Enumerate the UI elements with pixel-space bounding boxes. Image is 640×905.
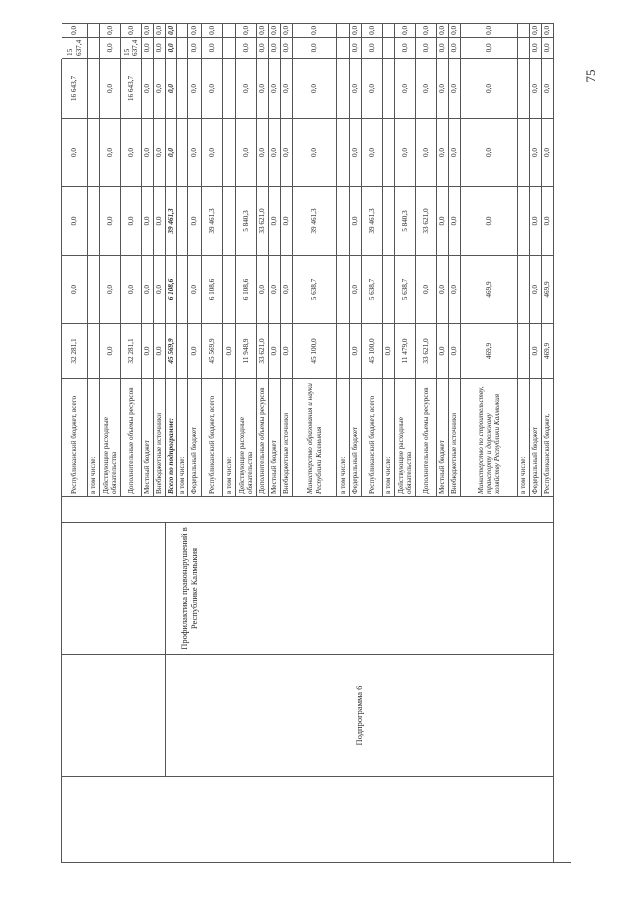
value-cell: 0,0 (188, 37, 202, 58)
value-cell: 0,0 (461, 23, 518, 37)
value-cell (337, 186, 350, 255)
value-cell: 0,0 (530, 323, 542, 378)
row-label: Внебюджетные источники (281, 378, 293, 496)
row-label: Республиканский бюджет, всего (62, 378, 88, 496)
value-cell: 0,0 (281, 23, 293, 37)
row-label: Министерство по строительству, транспорту и дорожному хозяйству Республики Калмыкия (461, 378, 518, 496)
value-cell: 0,0 (449, 255, 461, 323)
row-label: Дополнительные объемы ресурсов (257, 378, 269, 496)
value-cell (337, 118, 350, 186)
value-cell: 0,0 (395, 23, 416, 37)
value-cell: 0,0 (416, 255, 437, 323)
value-cell: 469,9 (461, 323, 518, 378)
value-cell: 0,0 (281, 255, 293, 323)
value-cell: 0,0 (281, 323, 293, 378)
value-cell: 0,0 (542, 186, 554, 255)
value-cell (337, 23, 350, 37)
row-label: Действующие расходные обязательства (395, 378, 416, 496)
value-cell: 0,0 (461, 58, 518, 118)
value-cell: 0,0 (530, 186, 542, 255)
row-label: Федеральный бюджет (188, 378, 202, 496)
value-cell (223, 58, 236, 118)
value-cell: 0,0 (100, 118, 121, 186)
value-cell: 0,0 (281, 118, 293, 186)
value-cell (177, 118, 188, 186)
value-cell: 45 100,0 (362, 323, 383, 378)
value-cell: 39 461,3 (202, 186, 223, 255)
value-cell: 33 621,0 (416, 323, 437, 378)
value-cell (177, 323, 188, 378)
value-cell: 0,0 (188, 58, 202, 118)
value-cell (88, 23, 100, 37)
value-cell: 0,0 (166, 23, 177, 37)
value-cell: 0,0 (121, 118, 142, 186)
value-cell (223, 23, 236, 37)
row-label: в том числе: (223, 378, 236, 496)
value-cell: 0,0 (362, 37, 383, 58)
row-label: Местный бюджет (269, 378, 281, 496)
value-cell (88, 323, 100, 378)
value-cell: 469,9 (461, 255, 518, 323)
value-cell (177, 255, 188, 323)
value-cell: 0,0 (236, 58, 257, 118)
value-cell: 45 569,9 (202, 323, 223, 378)
value-cell (518, 255, 530, 323)
value-cell (383, 23, 395, 37)
value-cell: 0,0 (100, 255, 121, 323)
value-cell: 0,0 (362, 58, 383, 118)
value-cell: 15 637,4 (121, 37, 142, 58)
value-cell: 0,0 (188, 323, 202, 378)
value-cell: 0,0 (188, 118, 202, 186)
value-cell: 0,0 (437, 58, 449, 118)
value-cell (337, 37, 350, 58)
value-cell: 6 108,6 (166, 255, 177, 323)
value-cell (337, 58, 350, 118)
row-label: Действующие расходные обязательства (236, 378, 257, 496)
value-cell: 0,0 (281, 37, 293, 58)
row-label: Федеральный бюджет (530, 378, 542, 496)
value-cell: 0,0 (100, 323, 121, 378)
value-cell: 0,0 (530, 118, 542, 186)
value-cell: 0,0 (437, 323, 449, 378)
value-cell: 0,0 (449, 37, 461, 58)
value-cell (383, 118, 395, 186)
value-cell: 0,0 (154, 118, 166, 186)
value-cell: 0,0 (350, 323, 362, 378)
row-label: Министерство образования и науки Республики Калмыкия (293, 378, 337, 496)
value-cell: 0,0 (154, 255, 166, 323)
value-cell: 45 100,0 (293, 323, 337, 378)
value-cell: 0,0 (121, 255, 142, 323)
value-cell: 0,0 (269, 118, 281, 186)
value-cell: 0,0 (395, 37, 416, 58)
value-cell (518, 118, 530, 186)
value-cell: 469,9 (542, 255, 554, 323)
value-cell: 0,0 (257, 118, 269, 186)
value-cell: 0,0 (166, 58, 177, 118)
value-cell: 0,0 (62, 255, 88, 323)
value-cell: 0,0 (202, 118, 223, 186)
value-cell: 11 479,0 (395, 323, 416, 378)
value-cell: 0,0 (461, 37, 518, 58)
row-label: в том числе: (383, 378, 395, 496)
row-label: Республиканский бюджет, (542, 378, 554, 496)
row-label: в том числе: (518, 378, 530, 496)
value-cell: 0,0 (62, 23, 88, 37)
value-cell: 0,0 (188, 23, 202, 37)
value-cell: 0,0 (530, 23, 542, 37)
value-cell: 0,0 (395, 58, 416, 118)
value-cell: 469,9 (542, 323, 554, 378)
value-cell: 0,0 (530, 58, 542, 118)
value-cell: 0,0 (188, 255, 202, 323)
value-cell: 0,0 (154, 323, 166, 378)
value-cell: 0,0 (236, 37, 257, 58)
value-cell: 0,0 (154, 37, 166, 58)
row-label: Местный бюджет (142, 378, 154, 496)
value-cell: 0,0 (383, 323, 395, 378)
value-cell: 0,0 (236, 118, 257, 186)
value-cell (177, 23, 188, 37)
value-cell: 0,0 (142, 37, 154, 58)
value-cell: 0,0 (449, 58, 461, 118)
value-cell (177, 186, 188, 255)
value-cell: 33 621,0 (257, 323, 269, 378)
value-cell: 0,0 (350, 23, 362, 37)
value-cell (518, 23, 530, 37)
value-cell: 0,0 (202, 23, 223, 37)
value-cell: 0,0 (293, 23, 337, 37)
value-cell: 0,0 (530, 37, 542, 58)
value-cell: 16 643,7 (121, 58, 142, 118)
row-label: Местный бюджет (437, 378, 449, 496)
value-cell (177, 37, 188, 58)
value-cell: 5 840,3 (395, 186, 416, 255)
value-cell: 0,0 (293, 58, 337, 118)
value-cell: 0,0 (121, 186, 142, 255)
value-cell (88, 58, 100, 118)
value-cell: 0,0 (461, 118, 518, 186)
value-cell: 0,0 (416, 118, 437, 186)
value-cell: 0,0 (542, 23, 554, 37)
row-label: Федеральный бюджет (350, 378, 362, 496)
value-cell: 39 461,3 (293, 186, 337, 255)
value-cell: 0,0 (121, 23, 142, 37)
value-cell: 0,0 (530, 255, 542, 323)
value-cell: 0,0 (202, 58, 223, 118)
value-cell: 0,0 (542, 37, 554, 58)
value-cell (223, 37, 236, 58)
program-title: Профилактика правонарушений в Республике Калмыкия (166, 522, 554, 654)
value-cell: 0,0 (416, 23, 437, 37)
budget-table (61, 25, 571, 863)
value-cell: 0,0 (154, 23, 166, 37)
value-cell: 0,0 (154, 58, 166, 118)
value-cell: 0,0 (100, 58, 121, 118)
value-cell: 0,0 (100, 23, 121, 37)
value-cell: 6 108,6 (202, 255, 223, 323)
value-cell (88, 186, 100, 255)
value-cell: 0,0 (142, 255, 154, 323)
row-label: Внебюджетные источники (154, 378, 166, 496)
value-cell (383, 58, 395, 118)
value-cell: 0,0 (293, 118, 337, 186)
value-cell: 0,0 (395, 118, 416, 186)
value-cell: 32 281,1 (62, 323, 88, 378)
value-cell: 0,0 (142, 186, 154, 255)
value-cell (88, 255, 100, 323)
value-cell: 0,0 (202, 37, 223, 58)
value-cell: 0,0 (449, 323, 461, 378)
value-cell: 0,0 (416, 37, 437, 58)
value-cell: 0,0 (350, 186, 362, 255)
value-cell: 0,0 (461, 186, 518, 255)
value-cell: 0,0 (416, 58, 437, 118)
page-number: 75 (583, 69, 598, 83)
value-cell: 0,0 (100, 37, 121, 58)
value-cell: 5 840,3 (236, 186, 257, 255)
value-cell: 0,0 (269, 58, 281, 118)
value-cell (177, 58, 188, 118)
row-label: в том числе: (337, 378, 350, 496)
value-cell: 0,0 (188, 186, 202, 255)
value-cell (88, 118, 100, 186)
row-label: Дополнительные объемы ресурсов (416, 378, 437, 496)
value-cell: 0,0 (269, 255, 281, 323)
value-cell: 0,0 (281, 58, 293, 118)
program-title-blank-top (62, 522, 166, 654)
value-cell: 33 621,0 (257, 186, 269, 255)
value-cell: 33 621,0 (416, 186, 437, 255)
row-label: Республиканский бюджет, всего (362, 378, 383, 496)
row-label: Дополнительные объемы ресурсов (121, 378, 142, 496)
value-cell: 0,0 (100, 186, 121, 255)
row-label: в том числе: (177, 378, 188, 496)
value-cell: 0,0 (269, 186, 281, 255)
value-cell: 0,0 (269, 37, 281, 58)
value-cell: 0,0 (437, 186, 449, 255)
value-cell (518, 186, 530, 255)
row-label: Действующие расходные обязательства (100, 378, 121, 496)
value-cell: 0,0 (362, 118, 383, 186)
value-cell (518, 58, 530, 118)
value-cell (223, 118, 236, 186)
value-cell: 0,0 (269, 23, 281, 37)
budget-table-rotated (61, 25, 571, 863)
value-cell: 6 108,6 (236, 255, 257, 323)
value-cell: 0,0 (142, 58, 154, 118)
value-cell: 0,0 (257, 58, 269, 118)
value-cell: 0,0 (223, 323, 236, 378)
row-label: в том числе: (88, 378, 100, 496)
value-cell (383, 37, 395, 58)
value-cell: 0,0 (350, 58, 362, 118)
value-cell: 0,0 (257, 37, 269, 58)
value-cell: 0,0 (269, 323, 281, 378)
value-cell: 0,0 (166, 118, 177, 186)
value-cell: 0,0 (449, 23, 461, 37)
value-cell: 0,0 (62, 118, 88, 186)
value-cell: 5 638,7 (395, 255, 416, 323)
value-cell: 32 281,1 (121, 323, 142, 378)
value-cell (223, 255, 236, 323)
value-cell (383, 186, 395, 255)
value-cell: 0,0 (142, 323, 154, 378)
value-cell: 0,0 (257, 255, 269, 323)
value-cell: 0,0 (437, 37, 449, 58)
value-cell: 0,0 (350, 118, 362, 186)
value-cell: 0,0 (257, 23, 269, 37)
value-cell: 0,0 (449, 118, 461, 186)
value-cell: 45 569,9 (166, 323, 177, 378)
row-label: Внебюджетные источники (449, 378, 461, 496)
value-cell: 0,0 (166, 37, 177, 58)
value-cell: 0,0 (350, 37, 362, 58)
value-cell: 0,0 (154, 186, 166, 255)
blank-spacer-column (62, 496, 554, 522)
program-label-blank-top (62, 654, 166, 776)
value-cell (223, 186, 236, 255)
left-blank-cell (62, 776, 554, 862)
value-cell: 0,0 (542, 118, 554, 186)
value-cell: 5 638,7 (362, 255, 383, 323)
value-cell: 0,0 (437, 118, 449, 186)
value-cell: 0,0 (236, 23, 257, 37)
value-cell (337, 323, 350, 378)
value-cell: 0,0 (437, 255, 449, 323)
value-cell (518, 37, 530, 58)
value-cell: 0,0 (449, 186, 461, 255)
value-cell: 5 638,7 (293, 255, 337, 323)
value-cell: 16 643,7 (62, 58, 88, 118)
value-cell: 0,0 (62, 186, 88, 255)
value-cell: 0,0 (142, 118, 154, 186)
value-cell: 0,0 (437, 23, 449, 37)
value-cell (88, 37, 100, 58)
value-cell: 0,0 (362, 23, 383, 37)
value-cell: 0,0 (281, 186, 293, 255)
value-cell (518, 323, 530, 378)
value-cell: 0,0 (350, 255, 362, 323)
value-cell (337, 255, 350, 323)
row-label: Всего по подпрограмме: (166, 378, 177, 496)
row-label: Республиканский бюджет, всего (202, 378, 223, 496)
value-cell: 0,0 (293, 37, 337, 58)
program-label: Подпрограмма 6 (166, 654, 554, 776)
value-cell: 11 948,9 (236, 323, 257, 378)
value-cell: 39 461,3 (166, 186, 177, 255)
value-cell: 0,0 (542, 58, 554, 118)
value-cell (383, 255, 395, 323)
value-cell: 15 637,4 (62, 37, 88, 58)
value-cell: 0,0 (142, 23, 154, 37)
value-cell: 39 461,3 (362, 186, 383, 255)
